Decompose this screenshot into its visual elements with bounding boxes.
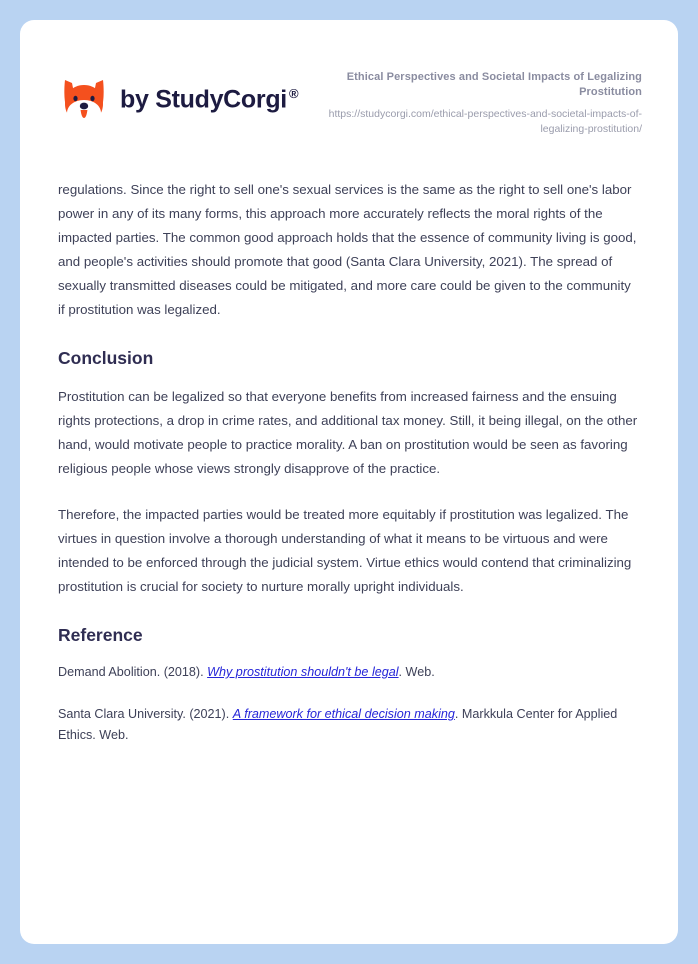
reference-link[interactable]: Why prostitution shouldn't be legal — [207, 665, 399, 679]
brand-logo-group — [58, 74, 298, 126]
brand-wordmark — [120, 87, 298, 112]
document-body — [20, 178, 678, 746]
registered-trademark-icon: ® — [288, 86, 299, 102]
conclusion-paragraph-2: Therefore, the impacted parties would be treated more equitably if prostitution was legalized. The virtues in question involve a thorough understanding of what it means to be virtuous and were intended to be enforced through the judicial system. Virtue ethics would contend that criminalizing prostitution is crucial for society to nurture morally upright individuals. — [58, 507, 632, 594]
document-meta — [298, 68, 642, 136]
document-url: https://studycorgi.com/ethical-perspectives-and-societal-impacts-of-legalizing-prostitution/ — [328, 108, 642, 135]
reference-heading: Reference — [58, 625, 143, 645]
document-title: Ethical Perspectives and Societal Impacts of Legalizing Prostitution — [346, 71, 642, 98]
brand-wordmark-text: by StudyCorgi — [120, 85, 287, 114]
intro-paragraph: regulations. Since the right to sell one's sexual services is the same as the right to sell one's labor power in any of its many forms, this approach more accurately reflects the moral rights of the impacted parties. The common good approach holds that the essence of community living is good, and people's activities should promote that good (Santa Clara University, 2021). The spread of sexually transmitted diseases could be mitigated, and more care could be given to the community if prostitution was legalized. — [58, 182, 637, 317]
reference-suffix: . Markkula Center for Applied Ethics. Web. — [58, 707, 618, 742]
conclusion-heading: Conclusion — [58, 348, 154, 368]
document-header — [20, 20, 678, 136]
reference-prefix: Santa Clara University. (2021). — [58, 707, 233, 721]
reference-link[interactable]: A framework for ethical decision making — [232, 707, 455, 721]
reference-prefix: Demand Abolition. (2018). — [58, 665, 208, 679]
document-card — [20, 20, 678, 944]
conclusion-paragraph-1: Prostitution can be legalized so that everyone benefits from increased fairness and the ensuing rights protections, a drop in crime rates, and additional tax money. Still, it being illegal, on the other hand, would motivate people to practice morality. A ban on prostitution would be seen as favoring religious people whose views strongly disapprove of the practice. — [58, 389, 638, 476]
reference-entry — [58, 704, 638, 746]
reference-entry — [58, 662, 638, 683]
reference-suffix: . Web. — [398, 665, 435, 679]
corgi-face-logo-icon — [58, 74, 110, 126]
